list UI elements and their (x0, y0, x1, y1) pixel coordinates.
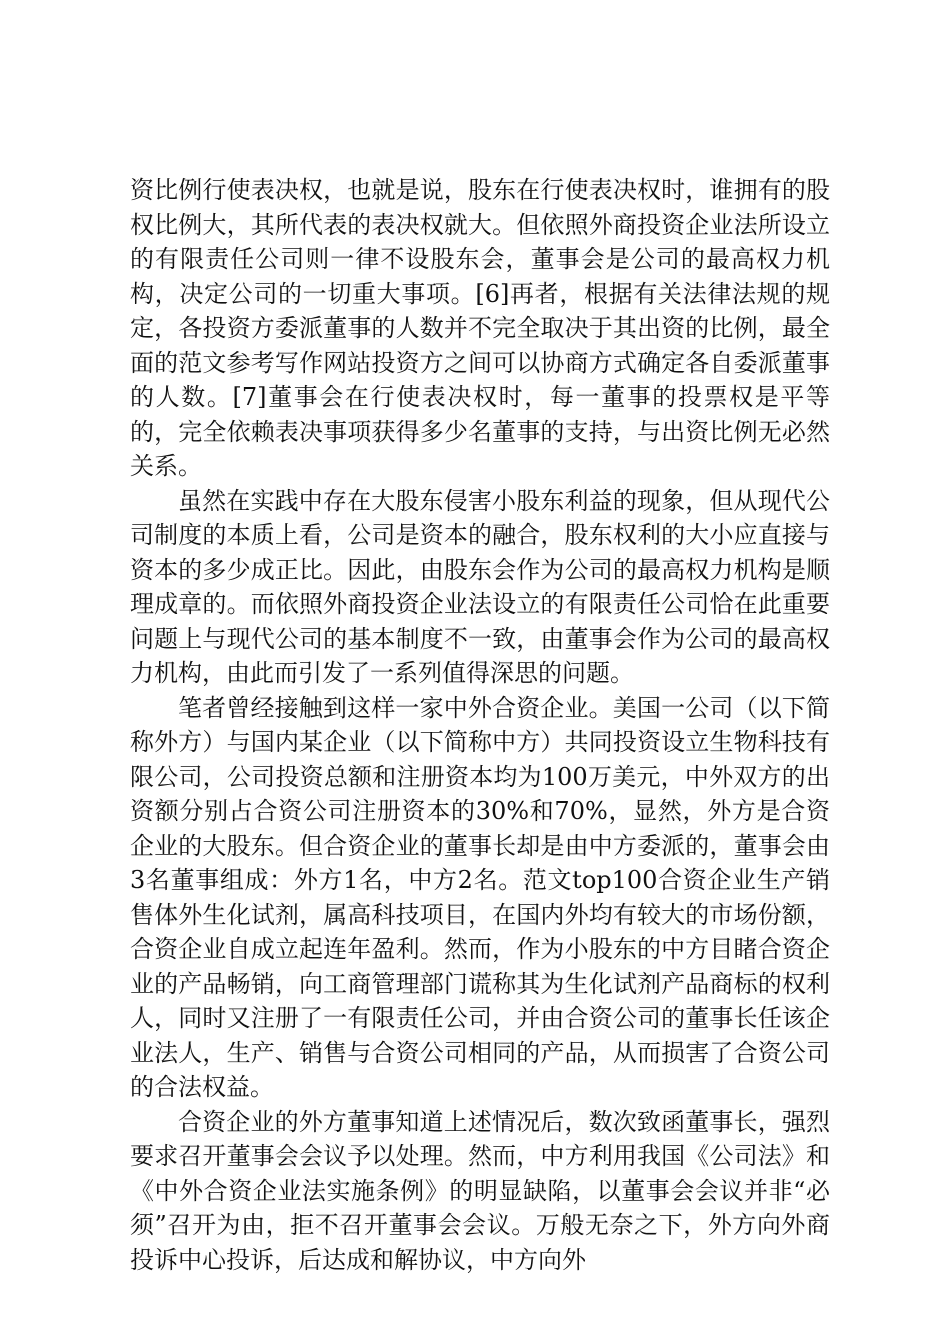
paragraph-shareholder-analysis: 虽然在实践中存在大股东侵害小股东利益的现象，但从现代公司制度的本质上看，公司是资本的融合，股东权利的大小应直接与资本的多少成正比。因此，由股东会作为公司的最高权力机构是顺理成章的。而依照外商投资企业法设立的有限责任公司恰在此重要问题上与现代公司的基本制度不一致，由董事会作为公司的最高权力机构，由此而引发了一系列值得深思的问题。 (130, 486, 830, 687)
document-body (130, 173, 830, 1277)
paragraph-case-example: 笔者曾经接触到这样一家中外合资企业。美国一公司（以下简称外方）与国内某企业（以下简称中方）共同投资设立生物科技有限公司，公司投资总额和注册资本均为100万美元，中外双方的出资额分别占合资公司注册资本的30%和70%，显然，外方是合资企业的大股东。但合资企业的董事长却是由中方委派的，董事会由3名董事组成：外方1名，中方2名。范文top100合资企业生产销售体外生化试剂，属高科技项目，在国内外均有较大的市场份额，合资企业自成立起连年盈利。然而，作为小股东的中方目睹合资企业的产品畅销，向工商管理部门谎称其为生化试剂产品商标的权利人，同时又注册了一有限责任公司，并由合资公司的董事长任该企业法人，生产、销售与合资公司相同的产品，从而损害了合资公司的合法权益。 (130, 693, 830, 1101)
paragraph-case-resolution: 合资企业的外方董事知道上述情况后，数次致函董事长，强烈要求召开董事会会议予以处理。然而，中方利用我国《公司法》和《中外合资企业法实施条例》的明显缺陷，以董事会会议并非“必须”召开为由，拒不召开董事会会议。万般无奈之下，外方向外商投诉中心投诉，后达成和解协议，中方向外 (130, 1107, 830, 1274)
paragraph-continuation: 资比例行使表决权，也就是说，股东在行使表决权时，谁拥有的股权比例大，其所代表的表决权就大。但依照外商投资企业法所设立的有限责任公司则一律不设股东会，董事会是公司的最高权力机构，决定公司的一切重大事项。[6]再者，根据有关法律法规的规定，各投资方委派董事的人数并不完全取决于其出资的比例，最全面的范文参考写作网站投资方之间可以协商方式确定各自委派董事的人数。[7]董事会在行使表决权时，每一董事的投票权是平等的，完全依赖表决事项获得多少名董事的支持，与出资比例无必然关系。 (130, 176, 830, 480)
